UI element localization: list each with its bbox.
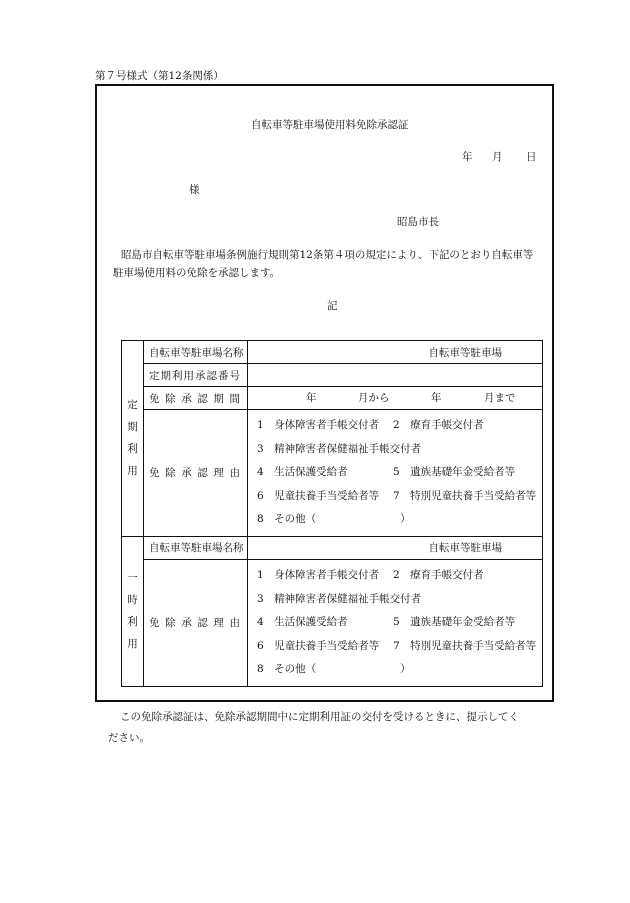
date-month: 月 <box>492 151 503 163</box>
reason-line <box>257 438 542 462</box>
reason-item: 4 生活保護受給者 <box>257 616 348 629</box>
reason-item: 1 身体障害者手帳交付者 <box>257 568 380 581</box>
period-to-month: 月まで <box>484 392 516 404</box>
reason-item: 4 生活保護受給者 <box>257 466 348 479</box>
note-line2: ださい。 <box>108 732 150 744</box>
reason-item: 5 遺族基礎年金受給者等 <box>393 616 516 629</box>
reason-item: 6 児童扶養手当受給者等 <box>257 489 380 502</box>
side-char: 時 <box>127 594 138 607</box>
details-table <box>121 340 543 687</box>
reason-item: 3 精神障害者保健福祉手帳交付者 <box>257 592 422 605</box>
date-day: 日 <box>526 151 537 163</box>
ichiji-parking-value: 自転車等駐車場 <box>248 536 543 559</box>
reason-item: 1 身体障害者手帳交付者 <box>257 419 380 431</box>
reason-item: 2 療育手帳交付者 <box>393 419 484 431</box>
ichiji-side-label <box>122 536 144 686</box>
issuer: 昭島市長 <box>397 216 439 228</box>
date-year: 年 <box>462 151 473 163</box>
teiki-period-row <box>122 387 543 410</box>
side-char: 用 <box>127 638 138 651</box>
teiki-period-label: 免除承認期間 <box>144 387 248 410</box>
teiki-reason-row <box>122 410 543 537</box>
addressee-honorific: 様 <box>189 184 200 196</box>
teiki-reason-label: 免除承認理由 <box>144 410 248 537</box>
reason-item: 7 特別児童扶養手当受給者等 <box>393 489 537 502</box>
body-text-line2: 駐車場使用料の免除を承認します。 <box>113 267 281 279</box>
side-char: 期 <box>127 421 138 434</box>
side-char: 定 <box>127 399 138 412</box>
reason-item: 6 児童扶養手当受給者等 <box>257 639 380 652</box>
reason-line <box>257 485 542 509</box>
teiki-side-label <box>122 341 144 537</box>
reason-line <box>257 611 542 635</box>
body-text-line1: 昭島市自転車等駐車場条例施行規則第12条第４項の規定により、下記のとおり自転車等 <box>121 249 534 261</box>
teiki-approval-number-row <box>122 364 543 387</box>
ichiji-reason-label: 免除承認理由 <box>144 559 248 686</box>
teiki-parking-value: 自転車等駐車場 <box>248 341 543 364</box>
teiki-parking-row <box>122 341 543 364</box>
teiki-approval-number-value <box>248 364 543 387</box>
reason-line <box>257 635 542 659</box>
period-to-year: 年 <box>431 392 442 404</box>
teiki-approval-number-label: 定期利用承認番号 <box>144 364 248 387</box>
note-line1: この免除承認証は、免除承認期間中に定期利用証の交付を受けるときに、提示してく <box>120 711 519 723</box>
side-char: 用 <box>127 465 138 478</box>
reason-item: 8 その他（ ） <box>257 663 411 676</box>
reason-item: 8 その他（ ） <box>257 513 411 526</box>
reason-item: 7 特別児童扶養手当受給者等 <box>393 639 537 652</box>
ki-heading: 記 <box>327 300 338 312</box>
ichiji-reason-list <box>248 559 543 686</box>
ichiji-parking-row <box>122 536 543 559</box>
form-number: 第７号様式（第12条関係） <box>95 70 224 82</box>
certificate-title: 自転車等駐車場使用料免除承認証 <box>251 119 409 131</box>
reason-item: 5 遺族基礎年金受給者等 <box>393 466 516 479</box>
period-from-year: 年 <box>306 392 317 404</box>
reason-item: 3 精神障害者保健福祉手帳交付者 <box>257 442 422 455</box>
ichiji-parking-label: 自転車等駐車場名称 <box>144 536 248 559</box>
teiki-period-value <box>248 387 543 410</box>
side-char: 一 <box>127 572 138 585</box>
reason-line <box>257 658 542 682</box>
reason-line <box>257 588 542 612</box>
period-from-month: 月から <box>358 392 390 404</box>
reason-line <box>257 414 542 438</box>
teiki-parking-label: 自転車等駐車場名称 <box>144 341 248 364</box>
reason-item: 2 療育手帳交付者 <box>393 568 484 581</box>
side-char: 利 <box>127 616 138 629</box>
ichiji-reason-row <box>122 559 543 686</box>
reason-line <box>257 461 542 485</box>
side-char: 利 <box>127 443 138 456</box>
teiki-reason-list <box>248 410 543 537</box>
reason-line <box>257 564 542 588</box>
reason-line <box>257 508 542 532</box>
